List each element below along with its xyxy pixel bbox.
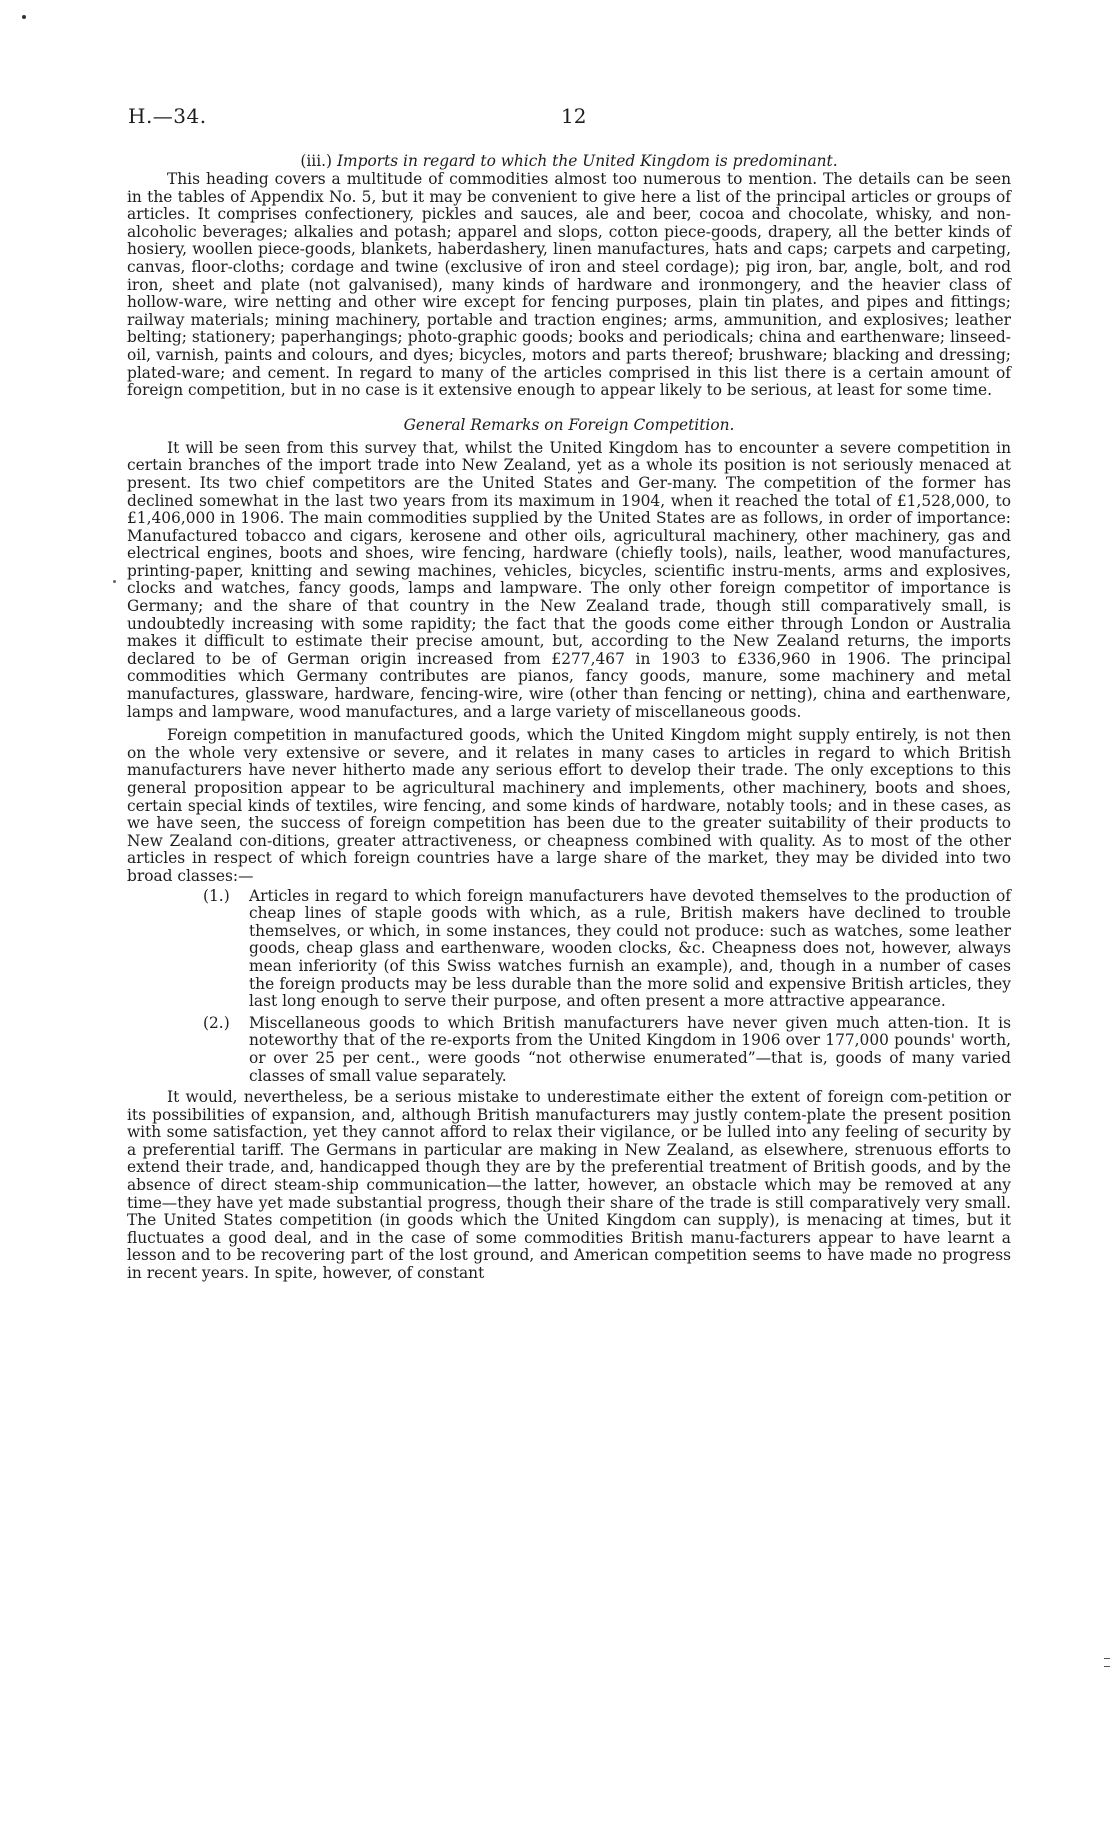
list-item xyxy=(127,888,1011,1011)
list-item-number: (2.) xyxy=(203,1013,230,1032)
list-item-text: Articles in regard to which foreign manufacturers have devoted themselves to the production of cheap lines of staple goods with which, as a rule, British makers have declined to trouble themselves, or which, in some instances, they could not produce: such as watches, some leather goods, cheap glass and earthenware, wooden clocks, &c. Cheapness does not, however, always mean inferiority (of this Swiss watches furnish an example), and, though in a number of cases the foreign products may be less durable than the more solid and expensive British articles, they last long enough to serve their purpose, and often present a more attractive appearance. xyxy=(249,886,1011,1011)
page-number: 12 xyxy=(561,104,587,128)
document-code: H.—34. xyxy=(128,104,207,128)
section-title: General Remarks on Foreign Competition. xyxy=(403,415,735,434)
margin-mark xyxy=(113,580,116,583)
list-item-number: (1.) xyxy=(203,886,230,905)
page-body xyxy=(127,152,1011,1283)
list-item xyxy=(127,1015,1011,1085)
section-heading xyxy=(127,152,1011,170)
list-item-text: Miscellaneous goods to which British manufacturers have never given much atten-tion. It is noteworthy that of the re-exports from the United Kingdom in 1906 over 177,000 pounds' worth, or over 25 per cent., were goods “not otherwise enumerated”—that is, goods of many varied classes of small value separately. xyxy=(249,1013,1011,1085)
section-heading xyxy=(127,416,1011,434)
section-number: (iii.) xyxy=(300,152,333,170)
paragraph: It would, nevertheless, be a serious mistake to underestimate either the extent of foreign com-petition or its possibilities of expansion, and, although British manufacturers may justly contem-plate the present position with some satisfaction, yet they cannot afford to relax their vigilance, or be lulled into any feeling of security by a preferential tariff. The Germans in particular are making in New Zealand, as elsewhere, strenuous efforts to extend their trade, and, handicapped though they are by the preferential treatment of British goods, and by the absence of direct steam-ship communication—the latter, however, an obstacle which may be removed at any time—they have yet made substantial progress, though their share of the trade is still comparatively very small. The United States competition (in goods which the United Kingdom can supply), is menacing at times, but it fluctuates a good deal, and in the case of some commodities British manu-facturers appear to have learnt a lesson and to be recovering part of the lost ground, and American competition seems to have made no progress in recent years. In spite, however, of constant xyxy=(127,1088,1011,1283)
page-header xyxy=(128,104,986,134)
section-title: Imports in regard to which the United Kingdom is predominant. xyxy=(336,152,838,170)
edge-marks xyxy=(1104,1658,1110,1690)
paragraph: It will be seen from this survey that, whilst the United Kingdom has to encounter a severe competition in certain branches of the import trade into New Zealand, yet as a whole its position is not seriously menaced at present. Its two chief competitors are the United States and Ger-many. The competition of the former has declined somewhat in the last two years from its maximum in 1904, when it reached the total of £1,528,000, to £1,406,000 in 1906. The main commodities supplied by the United States are as follows, in order of importance: Manufactured tobacco and cigars, kerosene and other oils, agricultural machinery, other machinery, gas and electrical engines, boots and shoes, wire fencing, hardware (chiefly tools), nails, leather, wood manufactures, printing-paper, knitting and sewing machines, vehicles, bicycles, scientific instru-ments, arms and explosives, clocks and watches, fancy goods, lamps and lampware. The only other foreign competitor of importance is Germany; and the share of that country in the New Zealand trade, though still comparatively small, is undoubtedly increasing with some rapidity; the fact that the goods come either through London or Australia makes it difficult to estimate their precise amount, but, according to the New Zealand returns, the imports declared to be of German origin increased from £277,467 in 1903 to £336,960 in 1906. The principal commodities which Germany contributes are pianos, fancy goods, manure, some machinery and metal manufactures, glassware, hardware, fencing-wire, wire (other than fencing or netting), china and earthenware, lamps and lampware, wood manufactures, and a large variety of miscellaneous goods. xyxy=(127,438,1011,721)
paragraph: Foreign competition in manufactured goods, which the United Kingdom might supply entirely, is not then on the whole very extensive or severe, and it relates in many cases to articles in regard to which British manufacturers have never hitherto made any serious effort to develop their trade. The only exceptions to this general proposition appear to be agricultural machinery and implements, other machinery, boots and shoes, certain special kinds of textiles, wire fencing, and some kinds of hardware, notably tools; and in these cases, as we have seen, the success of foreign competition has been due to the greater suitability of their products to New Zealand con-ditions, greater attractiveness, or cheapness combined with quality. As to most of the other articles in respect of which foreign countries have a large share of the market, they may be divided into two broad classes:— xyxy=(127,726,1011,885)
margin-mark xyxy=(22,15,26,19)
paragraph: This heading covers a multitude of commodities almost too numerous to mention. The details can be seen in the tables of Appendix No. 5, but it may be convenient to give here a list of the principal articles or groups of articles. It comprises confectionery, pickles and sauces, ale and beer, cocoa and chocolate, whisky, and non-alcoholic beverages; alkalies and potash; apparel and slops, cotton piece-goods, drapery, all the better kinds of hosiery, woollen piece-goods, blankets, haberdashery, linen manufactures, hats and caps; carpets and carpeting, canvas, floor-cloths; cordage and twine (exclusive of iron and steel cordage); pig iron, bar, angle, bolt, and rod iron, sheet and plate (not galvanised), many kinds of hardware and ironmongery, and the heavier class of hollow-ware, wire netting and other wire except for fencing purposes, plain tin plates, and pipes and fittings; railway materials; mining machinery, portable and traction engines; arms, ammunition, and explosives; leather belting; stationery; paperhangings; photo-graphic goods; books and periodicals; china and earthenware; linseed-oil, varnish, paints and colours, and dyes; bicycles, motors and parts thereof; brushware; blacking and dressing; plated-ware; and cement. In regard to many of the articles comprised in this list there is a certain amount of foreign competition, but in no case is it extensive enough to appear likely to be serious, at least for some time. xyxy=(127,170,1011,400)
